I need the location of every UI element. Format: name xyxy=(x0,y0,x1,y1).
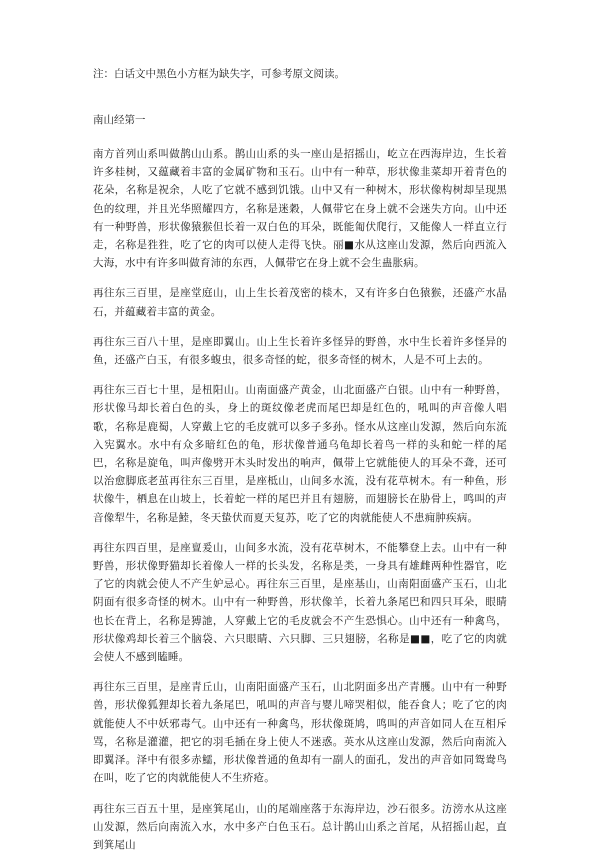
paragraph: 再往东三百七十里，是杻阳山。山南面盛产黄金，山北面盛产白银。山中有一种野兽，形状像马却长着白色的头，身上的斑纹像老虎而尾巴却是红色的，吼叫的声音像人唱歌，名称是鹿蜀，人穿戴上它的毛皮就可以多子多孙。怪水从这座山发源，然后向东流入宪翼水。水中有众多暗红色的龟，形状像普通乌龟却长着鸟一样的头和蛇一样的尾巴，名称是旋龟，叫声像劈开木头时发出的响声，佩带上它就能使人的耳朵不聋，还可以治愈脚底老茧再往东三百里，是座柢山，山间多水流，没有花草树木。有一种鱼，形状像牛，栖息在山坡上，长着蛇一样的尾巴并且有翅膀，而翅膀长在胁骨上，鸣叫的声音像犁牛，名称是鯥，冬天蛰伏而夏天复苏，吃了它的肉就能使人不患痈肿疾病。 xyxy=(93,381,507,527)
paragraph: 再往东三百八十里，是座即翼山。山上生长着许多怪异的野兽，水中生长着许多怪异的鱼，还盛产白玉，有很多蝮虫，很多奇怪的蛇，很多奇怪的树木，人是不可上去的。 xyxy=(93,333,507,369)
paragraph: 再往东三百里，是座青丘山，山南阳面盛产玉石，山北阴面多出产青雘。山中有一种野兽，形状像狐狸却长着九条尾巴，吼叫的声音与婴儿啼哭相似，能吞食人；吃了它的肉就能使人不中妖邪毒气。山中还有一种禽鸟，形状像斑鸠，鸣叫的声音如同人在互相斥骂，名称是灌灌，把它的羽毛插在身上使人不迷惑。英水从这座山发源，然后向南流入即翼泽。泽中有很多赤鱬，形状像普通的鱼却有一副人的面孔，发出的声音如同鸳鸯鸟在叫，吃了它的肉就能使人不生疥疮。 xyxy=(93,678,507,787)
paragraph: 南方首列山系叫做鹊山山系。鹊山山系的头一座山是招摇山，屹立在西海岸边，生长着许多桂树，又蕴藏着丰富的金属矿物和玉石。山中有一种草，形状像韭菜却开着青色的花朵，名称是祝余，人吃了它就不感到饥饿。山中又有一种树木，形状像构树却呈现黑色的纹理，并且光华照耀四方，名称是迷穀，人佩带它在身上就不会迷失方向。山中还有一种野兽，形状像猿猴但长着一双白色的耳朵，既能匍伏爬行，又能像人一样直立行走，名称是狌狌，吃了它的肉可以使人走得飞快。丽■水从这座山发源，然后向西流入大海，水中有许多叫做育沛的东西，人佩带它在身上就不会生蛊胀病。 xyxy=(93,145,507,272)
section-title: 南山经第一 xyxy=(93,112,507,128)
reading-note: 注：白话文中黑色小方框为缺失字，可参考原文阅读。 xyxy=(93,66,507,82)
paragraph: 再往东三百里，是座堂庭山，山上生长着茂密的棪木，又有许多白色猿猴，还盛产水晶石，并蕴藏着丰富的黄金。 xyxy=(93,284,507,320)
paragraph: 再往东三百五十里，是座箕尾山，山的尾端座落于东海岸边，沙石很多。汸滂水从这座山发源，然后向南流入水，水中多产白色玉石。总计鹊山山系之首尾，从招摇山起，直到箕尾山 xyxy=(93,800,507,854)
paragraph: 再往东四百里，是座亶爰山，山间多水流，没有花草树木，不能攀登上去。山中有一种野兽，形状像野猫却长着像人一样的长头发，名称是类，一身具有雄雌两种性器官，吃了它的肉就会使人不产生妒忌心。再往东三百里，是座基山，山南阳面盛产玉石，山北阴面有很多奇怪的树木。山中有一种野兽，形状像羊，长着九条尾巴和四只耳朵，眼睛也长在背上，名称是猼訑，人穿戴上它的毛皮就会不产生恐惧心。山中还有一种禽鸟，形状像鸡却长着三个脑袋、六只眼睛、六只脚、三只翅膀，名称是■■，吃了它的肉就会使人不感到瞌睡。 xyxy=(93,539,507,666)
